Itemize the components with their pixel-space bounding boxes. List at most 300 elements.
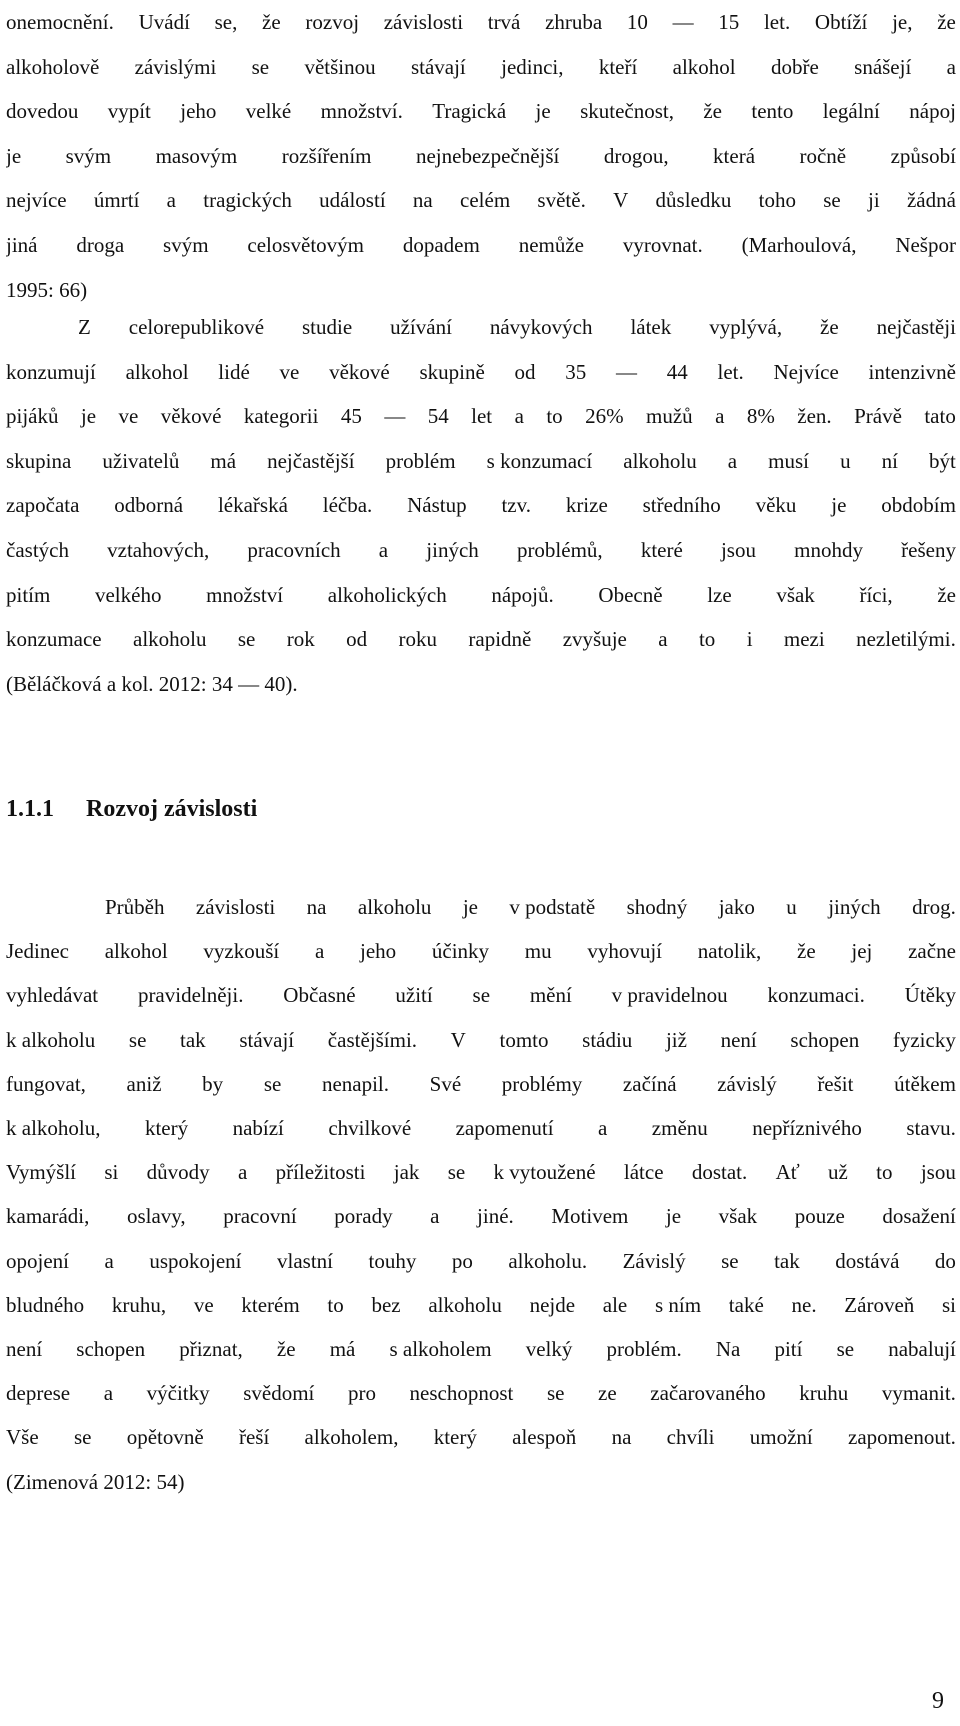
word: a (237, 1160, 248, 1185)
word: problémů, (516, 538, 603, 562)
word: je (535, 99, 551, 124)
word: si (104, 1160, 119, 1185)
word: že (797, 939, 816, 964)
word: alkoholově (6, 54, 100, 79)
word: alkoholem, (304, 1425, 399, 1450)
word: na (412, 188, 433, 213)
word: legální (822, 99, 880, 124)
word: se (251, 54, 270, 79)
word: se (237, 627, 256, 652)
word: oslavy, (126, 1204, 186, 1229)
word: zhruba (545, 10, 603, 34)
word: fungovat, (6, 1071, 86, 1096)
word: a (715, 404, 725, 429)
word: ze (598, 1381, 617, 1406)
word: opětovně (126, 1425, 204, 1450)
text-line (6, 1415, 956, 1459)
word: zvyšuje (562, 627, 627, 652)
word: vyhovují (587, 939, 662, 964)
text-line-last: (Zimenová 2012: 54) (6, 1469, 185, 1494)
word: si (941, 1292, 956, 1317)
word: alkoholických (327, 582, 447, 607)
word: mění (529, 983, 572, 1008)
text-line (6, 1062, 956, 1106)
word: ročně (799, 143, 847, 168)
word: let (471, 404, 493, 429)
word: drogou, (603, 143, 669, 168)
word: 26% (585, 404, 624, 429)
word: 8% (746, 404, 775, 429)
word: úmrtí (93, 188, 140, 213)
word: se (721, 1248, 739, 1273)
word: začarovaného (650, 1381, 766, 1406)
word: dovedou (6, 99, 79, 124)
word: Motivem (551, 1204, 629, 1229)
word: stavu. (906, 1116, 956, 1140)
word: skupina (6, 448, 72, 473)
word: to (546, 404, 563, 429)
word: jako (718, 895, 755, 919)
word: u (786, 895, 797, 919)
word: intenzivně (868, 359, 956, 384)
word: 45 (340, 404, 362, 429)
word: problémy (501, 1071, 583, 1096)
word: je, (892, 10, 913, 34)
word: že (937, 10, 956, 34)
word: nezletilými. (856, 627, 956, 652)
word: pravidelněji. (137, 983, 244, 1008)
page-number: 9 (932, 1688, 944, 1714)
word: jsou (920, 1160, 956, 1185)
word: jeho (180, 99, 217, 124)
word: začíná (622, 1071, 677, 1096)
word: kruhu, (111, 1292, 167, 1317)
word: je (831, 493, 847, 518)
word: s konzumací (486, 448, 593, 473)
word: Své (429, 1071, 462, 1096)
word: — (672, 10, 694, 34)
word: se (73, 1425, 92, 1450)
word: Útěky (904, 983, 956, 1008)
word: žádná (906, 188, 956, 213)
word: začne (908, 939, 956, 964)
word: opojení (6, 1248, 69, 1273)
word: pracovních (247, 538, 341, 562)
word: a (658, 627, 668, 652)
text-line (6, 1239, 956, 1283)
word: účinky (431, 939, 490, 964)
word: alkoholu (428, 1292, 502, 1317)
word: rozšířením (281, 143, 372, 168)
word: není (6, 1337, 43, 1361)
word: bludného (6, 1292, 85, 1317)
text-line (6, 350, 956, 394)
word: uspokojení (149, 1248, 242, 1273)
word: obdobím (881, 493, 956, 518)
word: bez (371, 1292, 401, 1317)
word: se (447, 1160, 466, 1185)
word: svým (163, 233, 209, 257)
word: ve (279, 359, 300, 384)
text-line (6, 394, 956, 438)
word: s ním (654, 1292, 702, 1317)
word: u (840, 448, 851, 473)
word: by (202, 1071, 224, 1096)
word: svým (65, 143, 112, 168)
word: vyrovnat. (622, 233, 703, 257)
word: má (329, 1337, 356, 1361)
word: touhy (368, 1248, 417, 1273)
word: se (128, 1027, 147, 1052)
word: je (462, 895, 478, 919)
word: jiná (6, 233, 38, 257)
word: 10 (626, 10, 648, 34)
word: — (616, 359, 638, 384)
word: tak (180, 1027, 206, 1052)
word: studie (301, 315, 353, 339)
text-line (6, 528, 956, 572)
word: jiných (828, 895, 881, 919)
word: má (210, 448, 237, 473)
word: se (823, 188, 841, 213)
word: se (263, 1071, 282, 1096)
word: alkoholu (623, 448, 697, 473)
word: závislosti (383, 10, 464, 34)
word: V (613, 188, 629, 213)
word: Na (715, 1337, 741, 1361)
word: alkohol (672, 54, 736, 79)
word: řešit (817, 1071, 854, 1096)
word: to (876, 1160, 893, 1185)
word: Vymýšlí (6, 1160, 77, 1185)
word: do (934, 1248, 956, 1273)
word: neschopnost (409, 1381, 514, 1406)
word: závislosti (195, 895, 276, 919)
word: že (820, 315, 839, 339)
word: stádiu (582, 1027, 633, 1052)
word: lze (707, 582, 732, 607)
word: světě. (537, 188, 586, 213)
word: nenapil. (321, 1071, 390, 1096)
word: vyzkouší (203, 939, 280, 964)
text-line (6, 1327, 956, 1371)
word: (Marhoulová, (741, 233, 857, 257)
word: rozvoj (305, 10, 360, 34)
word: s alkoholem (389, 1337, 492, 1361)
word: již (665, 1027, 687, 1052)
text-line-last: 1995: 66) (6, 277, 88, 302)
word: dostat. (691, 1160, 748, 1185)
text-line (6, 178, 956, 222)
word: pijáků (6, 404, 59, 429)
word: vypít (107, 99, 151, 124)
word: se (546, 1381, 565, 1406)
word: alkohol (125, 359, 189, 384)
word: množství (206, 582, 284, 607)
word: Z (78, 315, 91, 339)
word: žen. (797, 404, 832, 429)
word: lékařská (217, 493, 288, 518)
word: nejde (529, 1292, 576, 1317)
word: mužů (646, 404, 693, 429)
word: od (346, 627, 368, 652)
word: Nešpor (895, 233, 956, 257)
word: 15 (718, 10, 740, 34)
word: látce (623, 1160, 664, 1185)
word: ve (118, 404, 139, 429)
word: dostává (835, 1248, 900, 1273)
word: léčba. (322, 493, 373, 518)
word: věku (755, 493, 797, 518)
word: a (727, 448, 738, 473)
word: se, (214, 10, 238, 34)
word: se (472, 983, 491, 1008)
word: nepříznivého (752, 1116, 862, 1140)
word: věkové (329, 359, 390, 384)
section-heading (6, 786, 956, 832)
word: dosažení (882, 1204, 956, 1229)
word: a (598, 1116, 608, 1140)
word: nápoj (909, 99, 956, 124)
word: že (703, 99, 722, 124)
word: jedinci, (501, 54, 564, 79)
word: závislý (717, 1071, 777, 1096)
word: od (514, 359, 536, 384)
word: dobře (770, 54, 819, 79)
word: že (276, 1337, 296, 1361)
word: nápojů. (491, 582, 554, 607)
word: porady (334, 1204, 393, 1229)
word: a (104, 1248, 114, 1273)
word: závislými (134, 54, 217, 79)
word: rapidně (468, 627, 532, 652)
text-line (6, 1106, 956, 1150)
word: uživatelů (102, 448, 180, 473)
word: vymanit. (881, 1381, 956, 1406)
text-line (6, 305, 956, 349)
word: roku (398, 627, 437, 652)
text-line (6, 929, 956, 973)
word: kruhu (799, 1381, 849, 1406)
word: Tragická (432, 99, 507, 124)
word: a (946, 54, 956, 79)
word: látek (630, 315, 672, 339)
word: 35 (565, 359, 587, 384)
word: říci, (859, 582, 893, 607)
word: k vytoužené (493, 1160, 596, 1185)
word: celém (460, 188, 511, 213)
word: tento (751, 99, 794, 124)
text-line (6, 1371, 956, 1415)
word: na (611, 1425, 632, 1450)
word: pití (774, 1337, 803, 1361)
word: v podstatě (509, 895, 596, 919)
word: pracovní (223, 1204, 297, 1229)
word: kteří (598, 54, 638, 79)
word: je (80, 404, 97, 429)
word: Nejvíce (773, 359, 839, 384)
word: onemocnění. (6, 10, 114, 34)
word: množství. (320, 99, 403, 124)
text-line (6, 89, 956, 133)
word: umožní (749, 1425, 813, 1450)
word: alkoholu (133, 627, 207, 652)
word: častějšími. (327, 1027, 418, 1052)
word: středního (642, 493, 721, 518)
word: skupině (419, 359, 485, 384)
word: které (640, 538, 683, 562)
word: svědomí (243, 1381, 315, 1406)
word: ní (881, 448, 898, 473)
word: — (384, 404, 406, 429)
word: je (6, 143, 22, 168)
word: mu (524, 939, 552, 964)
word: vyhledávat (6, 983, 99, 1008)
word: útěkem (894, 1071, 956, 1096)
word: přiznat, (179, 1337, 243, 1361)
word: většinou (304, 54, 376, 79)
word: alkohol (104, 939, 168, 964)
word: pouze (794, 1204, 845, 1229)
word: toho (758, 188, 796, 213)
word: pitím (6, 582, 51, 607)
word: skutečnost, (580, 99, 674, 124)
word: jsou (720, 538, 756, 562)
word: a (514, 404, 524, 429)
word: velké (245, 99, 292, 124)
text-line (6, 1194, 956, 1238)
word: změnu (651, 1116, 708, 1140)
word: celorepublikové (128, 315, 265, 339)
word: konzumaci. (767, 983, 865, 1008)
word: krize (565, 493, 608, 518)
word: je (665, 1204, 682, 1229)
word: věkové (160, 404, 222, 429)
text-line (6, 1018, 956, 1062)
word: však (776, 582, 815, 607)
word: alespoň (512, 1425, 577, 1450)
word: zapomenout. (848, 1425, 956, 1450)
word: alkoholu. (508, 1248, 588, 1273)
word: problém (385, 448, 456, 473)
word: jiných (426, 538, 479, 562)
text-line (6, 483, 956, 527)
word: schopen (790, 1027, 860, 1052)
word: návykových (489, 315, 593, 339)
word: stávají (410, 54, 466, 79)
word: 54 (427, 404, 449, 429)
word: schopen (76, 1337, 146, 1361)
text-line (6, 223, 956, 267)
word: celosvětovým (247, 233, 365, 257)
word: k alkoholu (6, 1027, 96, 1052)
word: v pravidelnou (611, 983, 728, 1008)
word: řeší (238, 1425, 270, 1450)
word: důvody (146, 1160, 210, 1185)
word: fyzicky (892, 1027, 956, 1052)
word: Uvádí (138, 10, 190, 34)
text-line (6, 0, 956, 44)
text-line (6, 973, 956, 1017)
word: způsobí (890, 143, 956, 168)
word: Zároveň (844, 1292, 915, 1317)
text-line (6, 885, 956, 929)
word: která (713, 143, 756, 168)
word: který (144, 1116, 189, 1140)
word: událostí (319, 188, 386, 213)
word: započata (6, 493, 80, 518)
word: mnohdy (794, 538, 863, 562)
word: po (451, 1248, 473, 1273)
word: konzumace (6, 627, 102, 652)
word: řešeny (901, 538, 956, 562)
text-line (6, 45, 956, 89)
word: také (728, 1292, 764, 1317)
word: Ať (775, 1160, 800, 1185)
word: k alkoholu, (6, 1116, 101, 1140)
word: ale (602, 1292, 628, 1317)
word: vztahových, (107, 538, 210, 562)
word: lidé (218, 359, 250, 384)
word: to (698, 627, 716, 652)
word: natolik, (697, 939, 762, 964)
word: problém. (606, 1337, 682, 1361)
word: jeho (360, 939, 397, 964)
word: chvíli (666, 1425, 715, 1450)
word: Závislý (622, 1248, 686, 1273)
word: ve (193, 1292, 214, 1317)
word: ne. (791, 1292, 817, 1317)
word: snášejí (854, 54, 912, 79)
word: jak (393, 1160, 420, 1185)
word: nejvíce (6, 188, 67, 213)
word: jej (851, 939, 873, 964)
word: konzumují (6, 359, 96, 384)
word: to (327, 1292, 344, 1317)
word: častých (6, 538, 69, 562)
text-line (6, 439, 956, 483)
word: nejčastější (267, 448, 355, 473)
word: být (929, 448, 956, 473)
word: Jedinec (6, 939, 69, 964)
text-line (6, 134, 956, 178)
text-line (6, 1150, 956, 1194)
word: kamarádi, (6, 1204, 90, 1229)
word: V (450, 1027, 466, 1052)
word: velkého (94, 582, 162, 607)
document-page (6, 0, 956, 1726)
word: jiné. (477, 1204, 514, 1229)
word: velký (525, 1337, 573, 1361)
word: se (836, 1337, 855, 1361)
word: a (378, 538, 389, 562)
word: že (262, 10, 281, 34)
word: aniž (126, 1071, 162, 1096)
word: a (314, 939, 325, 964)
word: tato (924, 404, 956, 429)
word: už (828, 1160, 848, 1185)
word: zapomenutí (455, 1116, 554, 1140)
word: Nástup (407, 493, 467, 518)
word: ji (868, 188, 880, 213)
text-line (6, 617, 956, 661)
word: let. (717, 359, 744, 384)
text-line (6, 573, 956, 617)
word: let. (763, 10, 791, 34)
word: 44 (666, 359, 688, 384)
word: shodný (626, 895, 688, 919)
word: stávají (239, 1027, 295, 1052)
